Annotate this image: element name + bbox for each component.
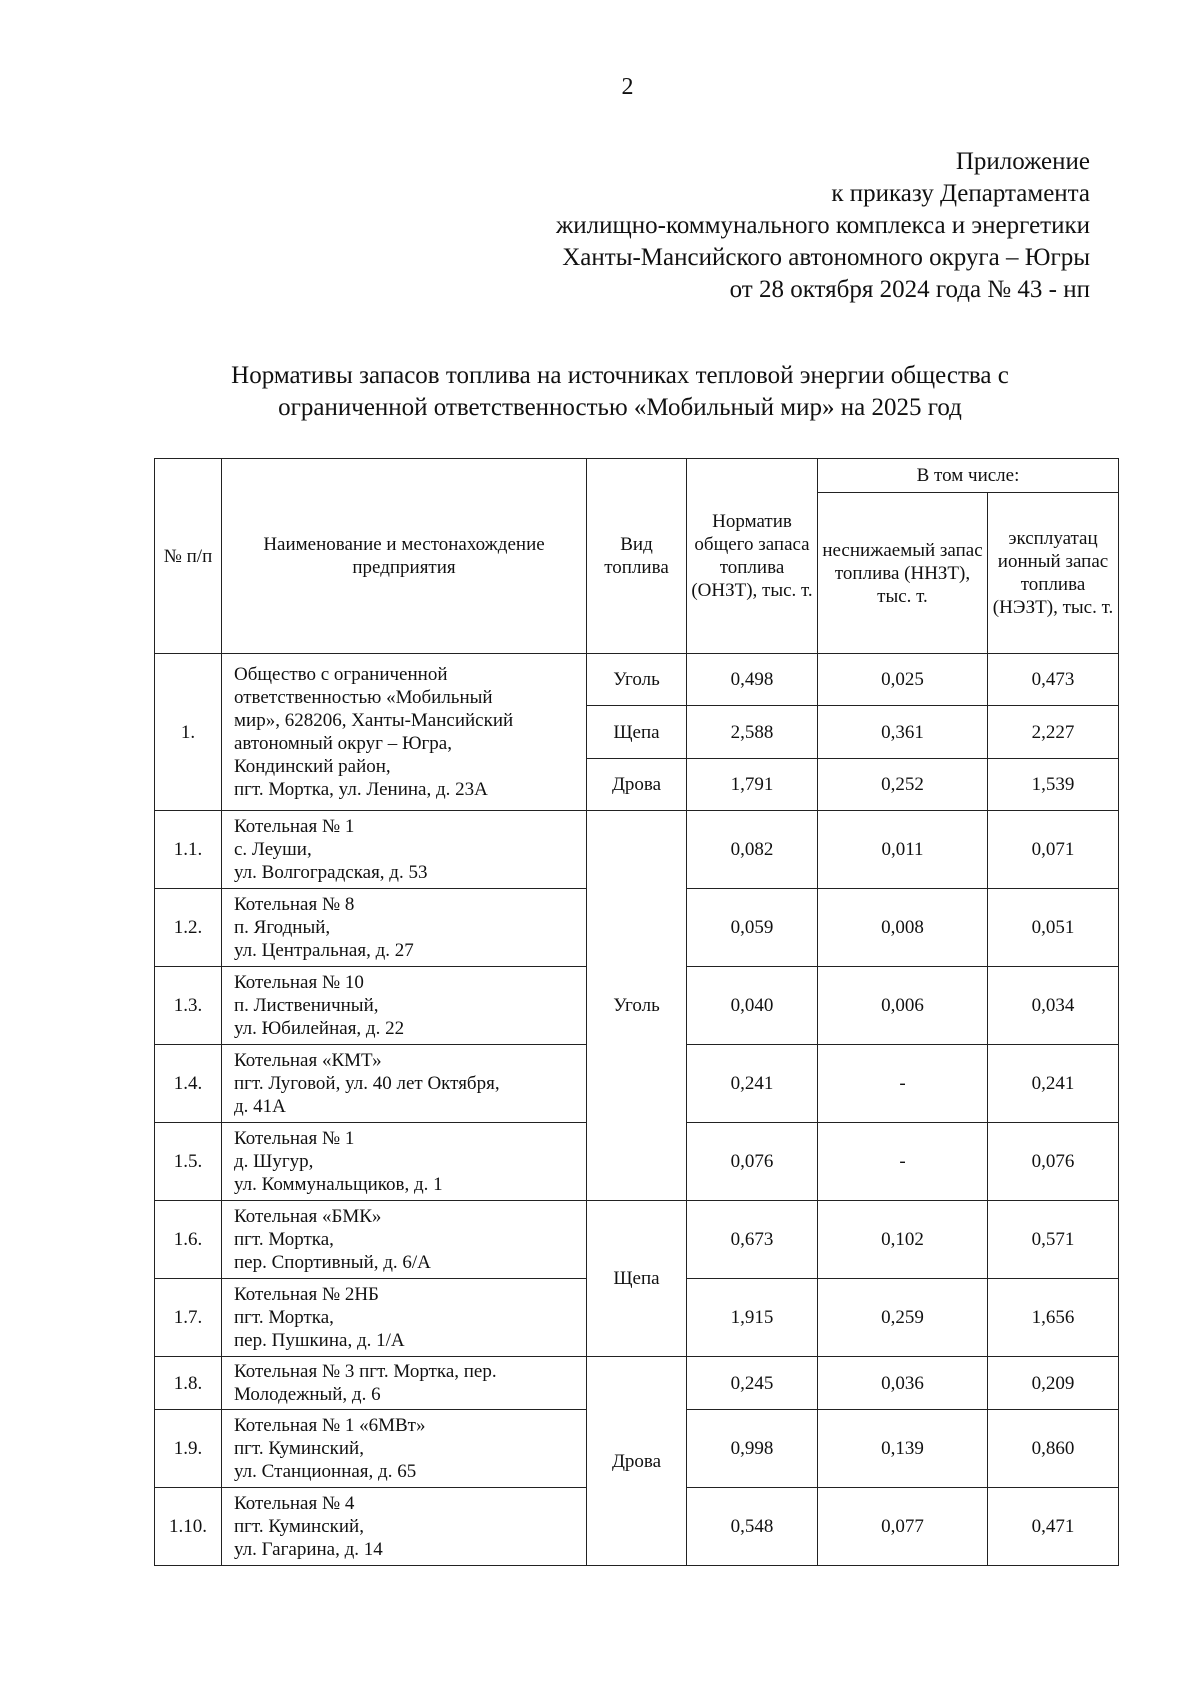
- row-num: 1.6.: [155, 1201, 222, 1279]
- row-nnzt: 0,139: [818, 1410, 988, 1488]
- title-line: ограниченной ответственностью «Мобильный мир» на 2025 год: [278, 394, 962, 421]
- row-fuel: Уголь: [587, 811, 687, 1201]
- name-line: с. Леуши,: [234, 839, 312, 860]
- row-nnzt: 0,361: [818, 706, 988, 759]
- row-nnzt: 0,036: [818, 1357, 988, 1410]
- name-line: Котельная № 3 пгт. Мортка, пер.: [234, 1361, 497, 1382]
- name-line: п. Ягодный,: [234, 917, 331, 938]
- row-nezt: 1,656: [988, 1279, 1119, 1357]
- header-num: № п/п: [155, 459, 222, 654]
- row-total: 0,245: [687, 1357, 818, 1410]
- appendix-line: жилищно-коммунального комплекса и энергетики: [556, 212, 1090, 239]
- table-row: [155, 1357, 1119, 1410]
- name-line: пер. Пушкина, д. 1/А: [234, 1330, 405, 1351]
- row-fuel: Дрова: [587, 759, 687, 811]
- row-total: 0,076: [687, 1123, 818, 1201]
- row-name: [222, 654, 587, 811]
- row-name: [222, 1488, 587, 1566]
- appendix-line: Приложение: [955, 148, 1090, 175]
- row-name: [222, 1279, 587, 1357]
- name-line: ул. Станционная, д. 65: [234, 1461, 417, 1482]
- row-nnzt: 0,011: [818, 811, 988, 889]
- row-total: 0,241: [687, 1045, 818, 1123]
- row-num: 1.: [155, 654, 222, 811]
- name-line: Молодежный, д. 6: [234, 1384, 381, 1405]
- row-nezt: 0,571: [988, 1201, 1119, 1279]
- row-name: [222, 889, 587, 967]
- header-fuel: Вид топлива: [587, 459, 687, 654]
- name-line: ул. Волгоградская, д. 53: [234, 862, 428, 883]
- row-name: [222, 1045, 587, 1123]
- name-line: ул. Коммунальщиков, д. 1: [234, 1174, 443, 1195]
- row-name: [222, 967, 587, 1045]
- row-total: 0,498: [687, 654, 818, 706]
- row-num: 1.3.: [155, 967, 222, 1045]
- row-nezt: 0,241: [988, 1045, 1119, 1123]
- row-num: 1.4.: [155, 1045, 222, 1123]
- name-line: пгт. Луговой, ул. 40 лет Октября,: [234, 1073, 500, 1094]
- row-total: 2,588: [687, 706, 818, 759]
- appendix-line: к приказу Департамента: [831, 180, 1090, 207]
- name-line: пгт. Мортка,: [234, 1307, 334, 1328]
- row-num: 1.8.: [155, 1357, 222, 1410]
- row-fuel: Дрова: [587, 1357, 687, 1566]
- title-line: Нормативы запасов топлива на источниках тепловой энергии общества с: [231, 362, 1009, 389]
- row-name: [222, 1201, 587, 1279]
- name-line: пер. Спортивный, д. 6/А: [234, 1252, 431, 1273]
- header-nnzt: неснижаемый запас топлива (ННЗТ), тыс. т.: [818, 493, 988, 654]
- name-line: ул. Юбилейная, д. 22: [234, 1018, 405, 1039]
- row-name: [222, 1357, 587, 1410]
- row-num: 1.10.: [155, 1488, 222, 1566]
- name-line: Котельная № 10: [234, 972, 364, 993]
- document-title: [140, 360, 1100, 424]
- row-nezt: 0,860: [988, 1410, 1119, 1488]
- row-nnzt: 0,006: [818, 967, 988, 1045]
- row-nnzt: 0,252: [818, 759, 988, 811]
- fuel-norms-table: [154, 458, 1119, 1566]
- row-name: [222, 1123, 587, 1201]
- name-line: д. 41А: [234, 1096, 286, 1117]
- row-nnzt: 0,259: [818, 1279, 988, 1357]
- name-line: пгт. Куминский,: [234, 1438, 364, 1459]
- row-num: 1.9.: [155, 1410, 222, 1488]
- name-line: Котельная № 1: [234, 816, 355, 837]
- row-name: [222, 811, 587, 889]
- name-line: Котельная «КМТ»: [234, 1050, 382, 1071]
- name-line: мир», 628206, Ханты-Мансийский: [234, 710, 514, 731]
- row-num: 1.1.: [155, 811, 222, 889]
- page-number: 2: [621, 74, 634, 100]
- row-nnzt: -: [818, 1045, 988, 1123]
- name-line: пгт. Куминский,: [234, 1516, 364, 1537]
- name-line: Котельная «БМК»: [234, 1206, 382, 1227]
- row-total: 0,548: [687, 1488, 818, 1566]
- row-nezt: 0,071: [988, 811, 1119, 889]
- appendix-line: Ханты-Мансийского автономного округа – Югры: [562, 244, 1090, 271]
- row-nezt: 1,539: [988, 759, 1119, 811]
- row-num: 1.7.: [155, 1279, 222, 1357]
- table-row: [155, 654, 1119, 706]
- row-num: 1.5.: [155, 1123, 222, 1201]
- row-nezt: 0,034: [988, 967, 1119, 1045]
- row-nnzt: -: [818, 1123, 988, 1201]
- row-fuel: Щепа: [587, 1201, 687, 1357]
- name-line: ул. Гагарина, д. 14: [234, 1539, 383, 1560]
- row-total: 0,040: [687, 967, 818, 1045]
- row-nnzt: 0,025: [818, 654, 988, 706]
- row-nezt: 2,227: [988, 706, 1119, 759]
- name-line: Котельная № 8: [234, 894, 355, 915]
- row-total: 1,791: [687, 759, 818, 811]
- row-total: 0,673: [687, 1201, 818, 1279]
- row-num: 1.2.: [155, 889, 222, 967]
- name-line: пгт. Мортка, ул. Ленина, д. 23А: [234, 779, 488, 800]
- name-line: Кондинский район,: [234, 756, 391, 777]
- row-name: [222, 1410, 587, 1488]
- name-line: пгт. Мортка,: [234, 1229, 334, 1250]
- name-line: Котельная № 4: [234, 1493, 355, 1514]
- name-line: Котельная № 2НБ: [234, 1284, 379, 1305]
- name-line: Котельная № 1 «6МВт»: [234, 1415, 426, 1436]
- name-line: ул. Центральная, д. 27: [234, 940, 414, 961]
- row-nezt: 0,473: [988, 654, 1119, 706]
- row-nnzt: 0,077: [818, 1488, 988, 1566]
- appendix-block: [556, 146, 1090, 306]
- appendix-line: от 28 октября 2024 года № 43 - нп: [729, 276, 1090, 303]
- name-line: Общество с ограниченной: [234, 664, 448, 685]
- row-nnzt: 0,008: [818, 889, 988, 967]
- name-line: Котельная № 1: [234, 1128, 355, 1149]
- row-nnzt: 0,102: [818, 1201, 988, 1279]
- header-total: Норматив общего запаса топлива (ОНЗТ), тыс. т.: [687, 459, 818, 654]
- header-including: В том числе:: [818, 459, 1119, 493]
- name-line: ответственностью «Мобильный: [234, 687, 493, 708]
- name-line: п. Лиственичный,: [234, 995, 379, 1016]
- name-line: д. Шугур,: [234, 1151, 314, 1172]
- row-total: 0,059: [687, 889, 818, 967]
- row-nezt: 0,051: [988, 889, 1119, 967]
- row-total: 1,915: [687, 1279, 818, 1357]
- table-row: [155, 811, 1119, 889]
- name-line: автономный округ – Югра,: [234, 733, 452, 754]
- row-fuel: Щепа: [587, 706, 687, 759]
- row-nezt: 0,471: [988, 1488, 1119, 1566]
- row-total: 0,998: [687, 1410, 818, 1488]
- row-nezt: 0,209: [988, 1357, 1119, 1410]
- row-nezt: 0,076: [988, 1123, 1119, 1201]
- header-name: Наименование и местонахождение предприятия: [222, 459, 587, 654]
- table-row: [155, 1201, 1119, 1279]
- header-nezt: эксплуатац ионный запас топлива (НЭЗТ), тыс. т.: [988, 493, 1119, 654]
- row-total: 0,082: [687, 811, 818, 889]
- row-fuel: Уголь: [587, 654, 687, 706]
